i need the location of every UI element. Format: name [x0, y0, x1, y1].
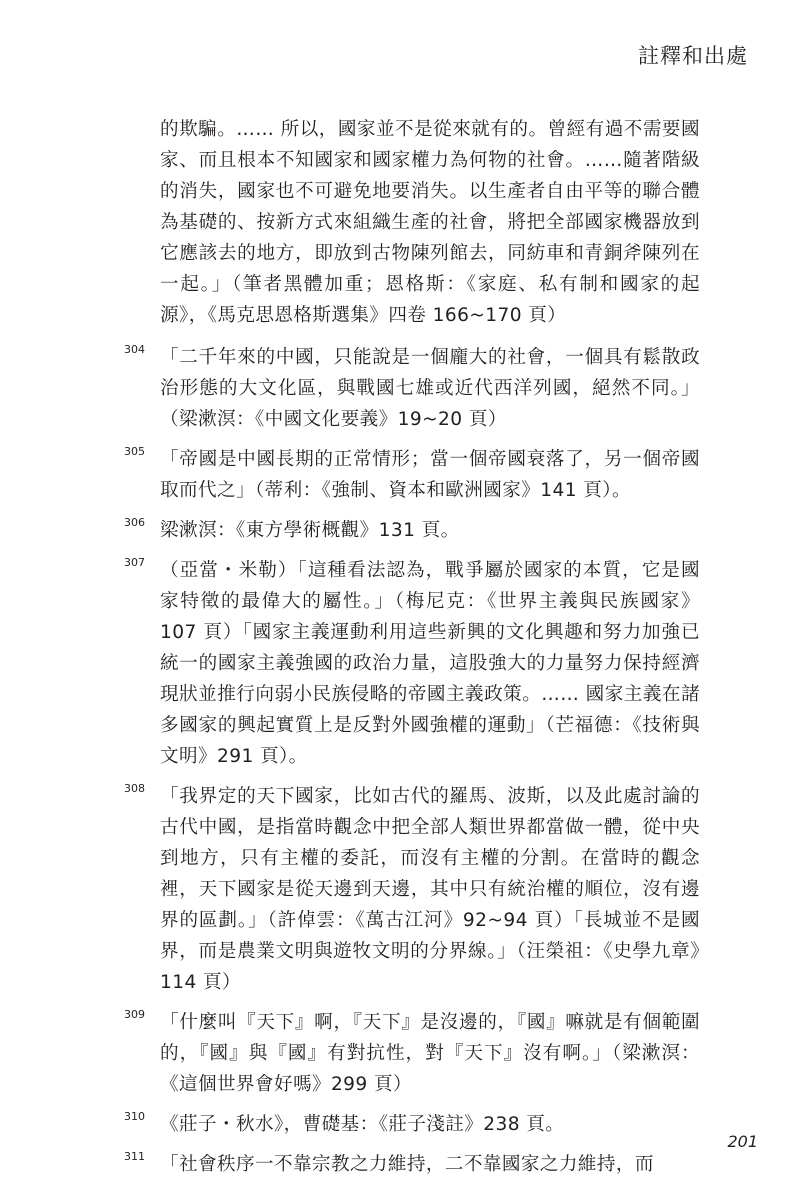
footnote-304	[124, 342, 700, 435]
footnote-number: 306	[124, 516, 145, 529]
footnote-number: 304	[124, 343, 145, 356]
footnote-307	[124, 555, 700, 772]
footnote-305	[124, 444, 700, 506]
continued-note-text	[160, 114, 700, 331]
page-number: 201	[727, 1132, 758, 1151]
footnote-306	[124, 515, 700, 546]
footnote-text: 《莊子・秋水》，曹礎基：《莊子淺註》238 頁。	[160, 1114, 565, 1135]
footnote-text: 「我界定的天下國家，比如古代的羅馬、波斯，以及此處討論的古代中國，是指當時觀念中把全部人類世界都當做一體，從中央到地方，只有主權的委託，而沒有主權的分割。在當時的觀念裡，天下國家是從天邊到天邊，其中只有統治權的順位，沒有邊界的區劃。」（許倬雲：《萬古江河》92~94 頁）「長城並不是國界，而是農業文明與遊牧文明的分界線。」（汪榮祖：《史學九章》114 頁）	[160, 786, 700, 993]
footnote-311	[124, 1149, 700, 1180]
running-header: 註釋和出處	[638, 44, 748, 68]
footnote-number: 308	[124, 782, 145, 795]
footnote-number: 307	[124, 556, 145, 569]
footnote-number: 310	[124, 1110, 145, 1123]
footnote-text: 梁漱溟：《東方學術概觀》131 頁。	[160, 520, 460, 541]
footnote-text: 「什麼叫『天下』啊，『天下』是沒邊的，『國』嘛就是有個範圍的，『國』與『國』有對抗性，對『天下』沒有啊。」（梁漱溟：《這個世界會好嗎》299 頁）	[160, 1012, 700, 1095]
footnote-310	[124, 1109, 700, 1140]
footnote-text: （亞當・米勒）「這種看法認為，戰爭屬於國家的本質，它是國家特徵的最偉大的屬性。」（梅尼克：《世界主義與民族國家》107 頁）「國家主義運動利用這些新興的文化興趣和努力加強已統一的國家主義強國的政治力量，這股強大的力量努力保持經濟現狀並推行向弱小民族侵略的帝國主義政策。…… 國家主義在諸多國家的興起實質上是反對外國強權的運動」（芒福德：《技術與文明》291 頁）。	[160, 560, 700, 767]
footnote-number: 311	[124, 1150, 145, 1163]
footnote-text: 「二千年來的中國，只能說是一個龐大的社會，一個具有鬆散政治形態的大文化區，與戰國七雄或近代西洋列國，絕然不同。」（梁漱溟：《中國文化要義》19~20 頁）	[160, 347, 700, 430]
footnote-text: 「社會秩序一不靠宗教之力維持，二不靠國家之力維持，而	[160, 1154, 654, 1175]
footnote-number: 309	[124, 1008, 145, 1021]
footnote-text: 「帝國是中國長期的正常情形；當一個帝國衰落了，另一個帝國取而代之」（蒂利：《強制、資本和歐洲國家》141 頁）。	[160, 449, 700, 501]
continued-paragraph: 的欺騙。…… 所以，國家並不是從來就有的。曾經有過不需要國家、而且根本不知國家和國家權力為何物的社會。……隨著階級的消失，國家也不可避免地要消失。以生產者自由平等的聯合體為基礎的、按新方式來組織生產的社會，將把全部國家機器放到它應該去的地方，即放到古物陳列館去，同紡車和青銅斧陳列在一起。」（筆者黑體加重；恩格斯：《家庭、私有制和國家的起源》，《馬克思恩格斯選集》四卷 166~170 頁）	[160, 119, 700, 326]
footnote-308	[124, 781, 700, 998]
footnote-number: 305	[124, 445, 145, 458]
footnote-309	[124, 1007, 700, 1100]
footnote-list	[124, 342, 700, 1189]
